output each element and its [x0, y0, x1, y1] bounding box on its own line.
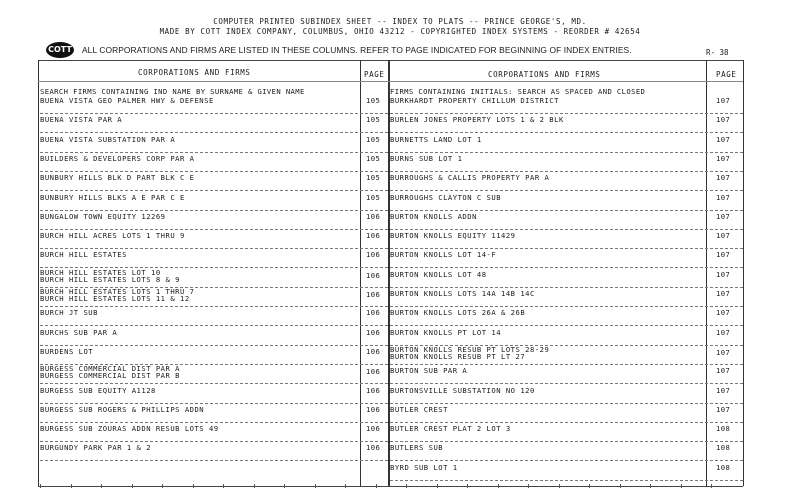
- entry-page-number: 107: [716, 347, 731, 357]
- entry-name: BURGESS SUB EQUITY A1128: [40, 385, 156, 395]
- entry-page-number: 107: [716, 134, 731, 144]
- entry-page-number: 106: [366, 211, 381, 221]
- entry-name: BURGESS COMMERCIAL DIST PAR A: [40, 364, 180, 374]
- entry-name: BURCH HILL ESTATES LOT 10: [40, 267, 161, 277]
- entry-name: BURCH HILL ACRES LOTS 1 THRU 9: [40, 231, 185, 241]
- entry-name: BUNBURY HILLS BLK D PART BLK C E: [40, 173, 195, 183]
- entry-page-number: 106: [366, 443, 381, 453]
- entry-page-number: 106: [366, 385, 381, 395]
- edge-tick: [559, 484, 560, 488]
- entry-page-number: 106: [366, 404, 381, 414]
- entry-name: BURGESS SUB ROGERS & PHILLIPS ADDN: [40, 404, 205, 414]
- entry-page-number: 108: [716, 443, 731, 453]
- header-title-line: COMPUTER PRINTED SUBINDEX SHEET -- INDEX TO PLATS -- PRINCE GEORGE'S, MD.: [213, 17, 587, 26]
- edge-tick: [284, 484, 285, 488]
- entry-page-number: 107: [716, 404, 731, 414]
- entry-page-number: 107: [716, 327, 731, 337]
- entry-name: BUTLER CREST: [390, 404, 448, 414]
- edge-tick: [345, 484, 346, 488]
- edge-tick: [162, 484, 163, 488]
- entry-page-number: 105: [366, 192, 381, 202]
- edge-tick: [315, 484, 316, 488]
- instructions-notice: ALL CORPORATIONS AND FIRMS ARE LISTED IN THESE COLUMNS. REFER TO PAGE INDICATED FOR BEGINNING OF INDEX ENTRIES.: [82, 45, 632, 55]
- right-search-instruction: FIRMS CONTAINING INITIALS: SEARCH AS SPACED AND CLOSED: [390, 87, 646, 96]
- edge-tick: [620, 484, 621, 488]
- edge-tick: [589, 484, 590, 488]
- entry-name: BURGESS COMMERCIAL DIST PAR B: [40, 371, 180, 381]
- entry-page-number: 105: [366, 96, 381, 105]
- edge-tick: [437, 484, 438, 488]
- edge-tick: [528, 484, 529, 488]
- entry-page-number: 107: [716, 366, 731, 376]
- entry-name: BURTON KNOLLS ADDN: [390, 211, 477, 221]
- entry-name: BURTON KNOLLS PT LOT 14: [390, 327, 502, 337]
- edge-tick: [132, 484, 133, 488]
- entry-name: BUTLER CREST PLAT 2 LOT 3: [390, 424, 511, 434]
- entry-name: BURTON KNOLLS LOT 48: [390, 269, 487, 279]
- entry-name: BURTON KNOLLS EQUITY 11429: [390, 231, 516, 241]
- entry-page-number: 106: [366, 367, 381, 377]
- entry-name: BUENA VISTA GEO PALMER HWY & DEFENSE: [40, 96, 214, 105]
- entry-name: BURDENS LOT: [40, 346, 94, 356]
- entry-page-number: 106: [366, 308, 381, 318]
- entry-page-number: 106: [366, 250, 381, 260]
- entry-name: BURTON KNOLLS LOTS 14A 14B 14C: [390, 289, 535, 298]
- entry-name: BURGESS SUB ZOURAS ADDN RESUB LOTS 49: [40, 424, 219, 434]
- header-publisher-line: MADE BY COTT INDEX COMPANY, COLUMBUS, OHIO 43212 - COPYRIGHTED INDEX SYSTEMS - REORDER # 42654: [159, 27, 641, 36]
- entry-page-number: 106: [366, 346, 381, 356]
- entry-page-number: 107: [716, 96, 731, 105]
- sheet-number: R- 38: [706, 48, 729, 57]
- entry-name: BUENA VISTA PAR A: [40, 115, 123, 125]
- edge-tick: [467, 484, 468, 488]
- entry-name: BURCHS SUB PAR A: [40, 327, 118, 337]
- entry-name: BURCH HILL ESTATES LOTS 1 THRU 7: [40, 287, 195, 296]
- entry-name: BURCH JT SUB: [40, 308, 98, 318]
- edge-tick: [223, 484, 224, 488]
- entry-page-number: 108: [716, 424, 731, 434]
- entry-name: BUNGALOW TOWN EQUITY 12269: [40, 211, 166, 221]
- left-search-instruction: SEARCH FIRMS CONTAINING IND NAME BY SURNAME & GIVEN NAME: [40, 87, 305, 96]
- entry-page-number: 107: [716, 192, 731, 202]
- edge-tick: [406, 484, 407, 488]
- entry-page-number: 107: [716, 115, 731, 125]
- entry-name: BUENA VISTA SUBSTATION PAR A: [40, 134, 176, 144]
- entry-name: BURTON KNOLLS RESUB PT LT 27: [390, 351, 526, 361]
- entry-name: BURTON SUB PAR A: [390, 366, 468, 376]
- entry-page-number: 105: [366, 115, 381, 125]
- entry-name: BYRD SUB LOT 1: [390, 462, 458, 472]
- entry-page-number: 105: [366, 153, 381, 163]
- edge-tick: [681, 484, 682, 488]
- entry-name: BURKHARDT PROPERTY CHILLUM DISTRICT: [390, 96, 559, 105]
- entry-page-number: 107: [716, 385, 731, 395]
- entry-page-number: 107: [716, 231, 731, 241]
- entry-name: BURROUGHS & CALLIS PROPERTY PAR A: [390, 173, 550, 183]
- entry-page-number: 108: [716, 462, 731, 472]
- entry-page-number: 106: [366, 231, 381, 241]
- edge-tick: [71, 484, 72, 488]
- entry-name: BURCH HILL ESTATES: [40, 250, 127, 260]
- edge-tick: [193, 484, 194, 488]
- edge-tick: [101, 484, 102, 488]
- entry-name: BURNETTS LAND LOT 1: [390, 134, 482, 144]
- entry-name: BUTLERS SUB: [390, 443, 444, 453]
- entry-name: BURTON KNOLLS LOT 14-F: [390, 250, 497, 260]
- entry-name: BURCH HILL ESTATES LOTS 11 & 12: [40, 294, 190, 303]
- entry-page-number: 105: [366, 134, 381, 144]
- edge-tick: [498, 484, 499, 488]
- right-column-heading: CORPORATIONS AND FIRMS: [488, 70, 601, 79]
- entry-name: BURCH HILL ESTATES LOTS 8 & 9: [40, 274, 180, 284]
- entry-name: BURTONSVILLE SUBSTATION NO 120: [390, 385, 535, 395]
- entry-name: BURTON KNOLLS RESUB PT LOTS 28-29: [390, 344, 550, 354]
- entry-name: BUILDERS & DEVELOPERS CORP PAR A: [40, 153, 195, 163]
- edge-tick: [650, 484, 651, 488]
- entry-page-number: 107: [716, 211, 731, 221]
- left-column-heading: CORPORATIONS AND FIRMS: [138, 68, 251, 77]
- edge-tick: [254, 484, 255, 488]
- entry-page-number: 107: [716, 153, 731, 163]
- entry-name: BURTON KNOLLS LOTS 26A & 26B: [390, 308, 526, 318]
- cott-logo: COTT: [46, 42, 74, 58]
- entry-page-number: 106: [366, 290, 381, 299]
- entry-name: BURROUGHS CLAYTON C SUB: [390, 192, 502, 202]
- entry-name: BURLEN JONES PROPERTY LOTS 1 & 2 BLK: [390, 115, 564, 125]
- entry-page-number: 106: [366, 270, 381, 280]
- edge-tick: [376, 484, 377, 488]
- entry-page-number: 107: [716, 308, 731, 318]
- entry-name: BUNBURY HILLS BLKS A E PAR C E: [40, 192, 185, 202]
- entry-name: BURNS SUB LOT 1: [390, 153, 463, 163]
- entry-page-number: 107: [716, 269, 731, 279]
- right-page-heading: PAGE: [716, 70, 737, 79]
- entry-page-number: 105: [366, 173, 381, 183]
- left-page-heading: PAGE: [364, 70, 385, 79]
- edge-tick: [40, 484, 41, 488]
- entry-page-number: 106: [366, 424, 381, 434]
- edge-tick: [711, 484, 712, 488]
- entry-page-number: 107: [716, 173, 731, 183]
- entry-page-number: 107: [716, 250, 731, 260]
- entry-name: BURGUNDY PARK PAR 1 & 2: [40, 443, 152, 453]
- entry-page-number: 107: [716, 289, 731, 298]
- entry-page-number: 106: [366, 327, 381, 337]
